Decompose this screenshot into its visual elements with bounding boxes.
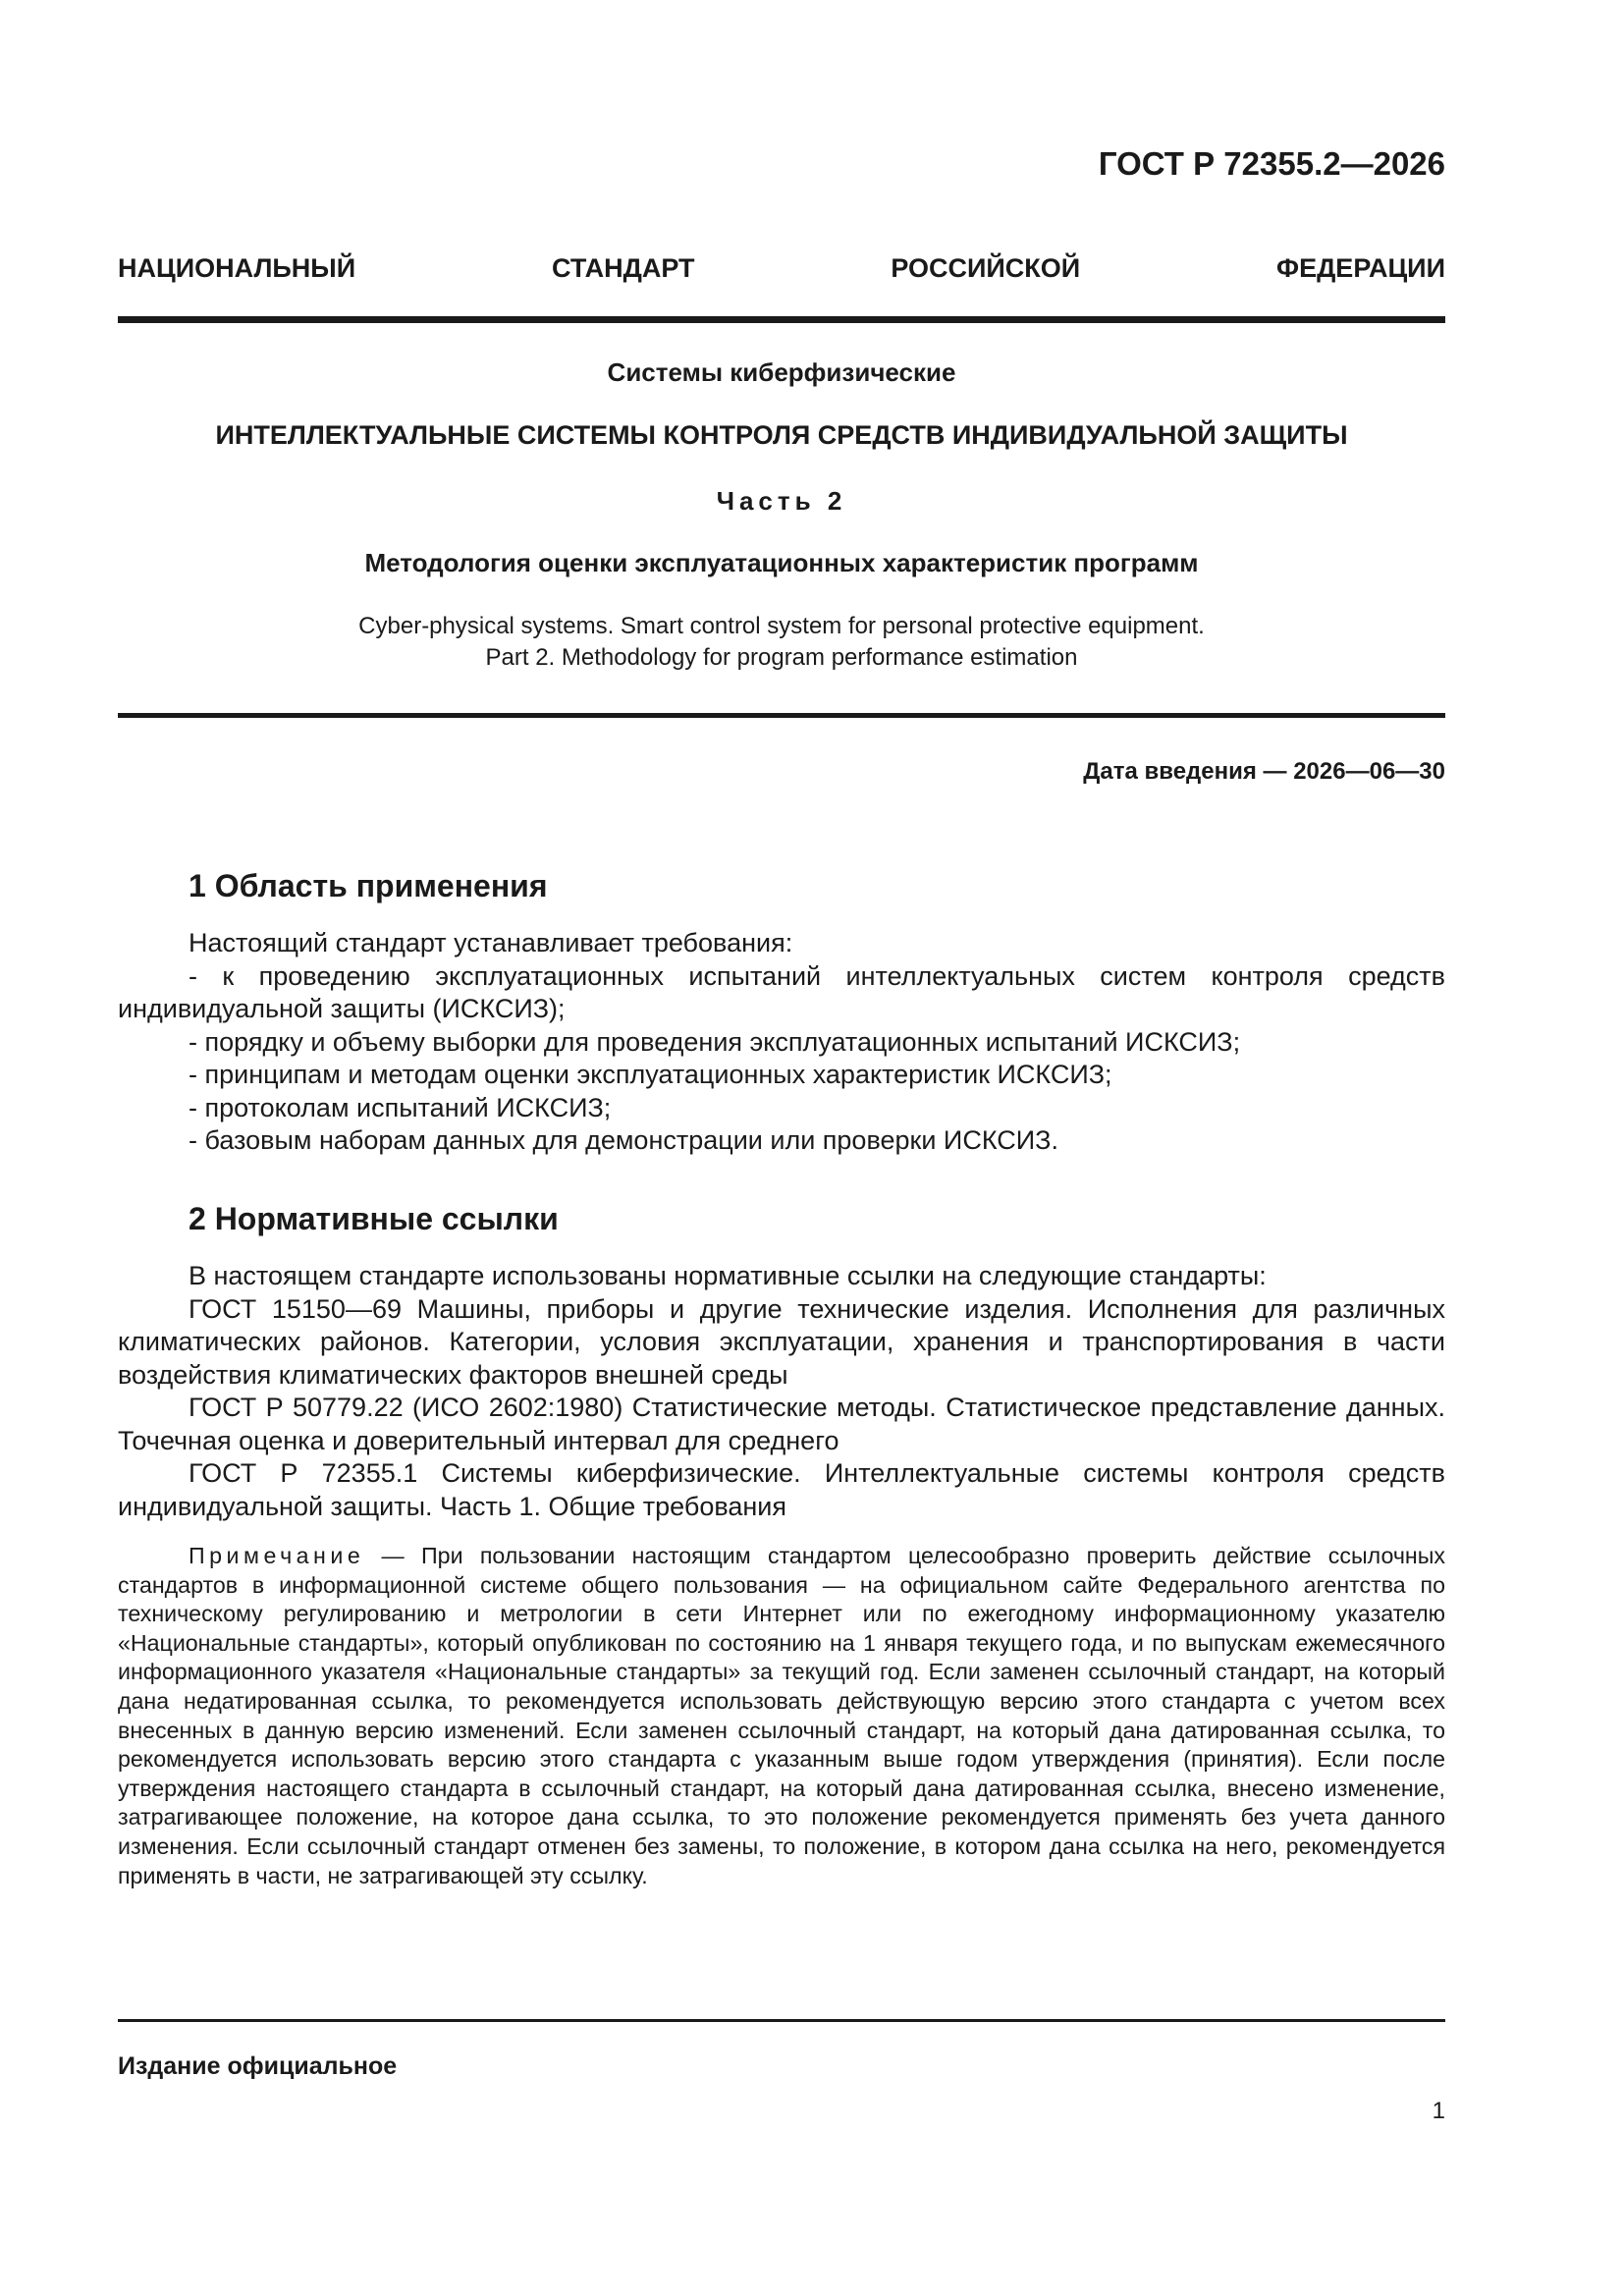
list-item: - протоколам испытаний ИСКСИЗ; <box>189 1092 612 1122</box>
list-item: - к проведению эксплуатационных испытаний интеллектуальных систем контроля средств индивидуальной защиты (ИСКСИЗ); <box>118 960 1445 1023</box>
footer-rule <box>118 2019 1445 2022</box>
official-edition-label: Издание официальное <box>118 2052 398 2080</box>
title-group: Системы киберфизические <box>607 357 956 387</box>
page-number: 1 <box>1432 2098 1445 2124</box>
introduction-date: Дата введения — 2026—06—30 <box>1083 758 1445 785</box>
section-1-lead: Настоящий стандарт устанавливает требования: <box>189 928 793 957</box>
section-1-heading: 1 Область применения <box>189 868 548 903</box>
note-label: Примечание <box>189 1543 365 1568</box>
title-main: ИНТЕЛЛЕКТУАЛЬНЫЕ СИСТЕМЫ КОНТРОЛЯ СРЕДСТВ ИНДИВИДУАЛЬНОЙ ЗАЩИТЫ <box>215 420 1348 450</box>
title-english-line1: Cyber-physical systems. Smart control system for personal protective equipment. <box>358 613 1205 639</box>
national-standard-banner: НАЦИОНАЛЬНЫЙ СТАНДАРТ РОССИЙСКОЙ ФЕДЕРАЦИИ <box>118 253 1445 283</box>
section-2-lead: В настоящем стандарте использованы нормативные ссылки на следующие стандарты: <box>189 1261 1267 1290</box>
standard-designation: ГОСТ Р 72355.2—2026 <box>1098 145 1445 182</box>
section-2-heading: 2 Нормативные ссылки <box>189 1201 559 1236</box>
list-item: - принципам и методам оценки эксплуатационных характеристик ИСКСИЗ; <box>189 1060 1112 1089</box>
title-part: Часть 2 <box>716 486 847 516</box>
normative-reference: ГОСТ 15150—69 Машины, приборы и другие технические изделия. Исполнения для различных климатических районов. Категории, условия эксплуатации, хранения и транспортирования в части воздействия климатических факторов внешней среды <box>118 1293 1445 1390</box>
normative-reference: ГОСТ Р 72355.1 Системы киберфизические. Интеллектуальные системы контроля средств индивидуальной защиты. Часть 1. Общие требования <box>118 1458 1445 1521</box>
title-english <box>118 611 1445 674</box>
list-item: - порядку и объему выборки для проведения эксплуатационных испытаний ИСКСИЗ; <box>189 1026 1241 1057</box>
section-1-body <box>118 927 1445 1158</box>
title-english-line2: Part 2. Methodology for program performance estimation <box>485 644 1078 671</box>
title-rule <box>118 713 1445 718</box>
note-text: — При пользовании настоящим стандартом целесообразно проверить действие ссылочных стандартов в информационной системе общего пользования — на официальном сайте Федерального агентства по техническому регулированию и метрологии в сети Интернет или по ежегодному информационному указателю «Национальные стандарты», который опубликован по состоянию на 1 января текущего года, и по выпускам ежемесячного информационного указателя «Национальные стандарты» за текущий год. Если заменен ссылочный стандарт, на который дана недатированная ссылка, то рекомендуется использовать действующую версию этого стандарта с учетом всех внесенных в данную версию изменений. Если заменен ссылочный стандарт, на который дана датированная ссылка, то рекомендуется использовать версию этого стандарта с указанным выше годом утверждения (принятия). Если после утверждения настоящего стандарта в ссылочный стандарт, на который дана датированная ссылка, внесено изменение, затрагивающее положение, на которое дана ссылка, то это положение рекомендуется применять без учета данного изменения. Если ссылочный стандарт отменен без замены, то положение, в котором дана ссылка на него, рекомендуется применять в части, не затрагивающей эту ссылку. <box>118 1543 1445 1888</box>
normative-reference: ГОСТ Р 50779.22 (ИСО 2602:1980) Статистические методы. Статистическое представление данных. Точечная оценка и доверительный интервал для среднего <box>118 1393 1445 1455</box>
section-2-body <box>118 1260 1445 1523</box>
list-item: - базовым наборам данных для демонстрации или проверки ИСКСИЗ. <box>189 1125 1058 1155</box>
title-subtitle: Методология оценки эксплуатационных характеристик программ <box>364 548 1199 577</box>
header-rule <box>118 316 1445 323</box>
note-paragraph <box>118 1542 1445 1890</box>
document-page <box>118 0 1445 2296</box>
